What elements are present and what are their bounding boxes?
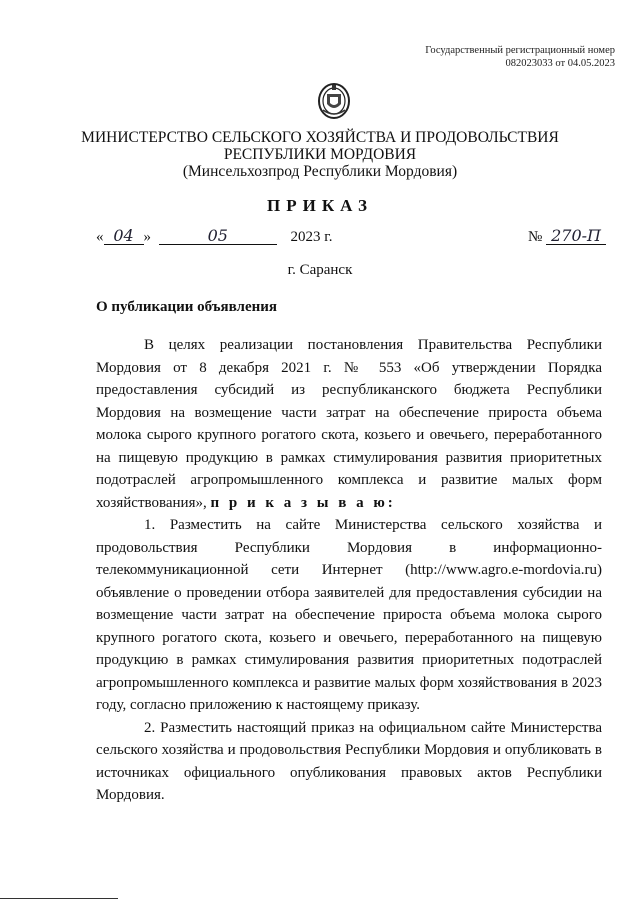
registration-line-1: Государственный регистрационный номер xyxy=(425,45,615,56)
date-line xyxy=(96,226,332,246)
coat-of-arms-icon xyxy=(317,82,351,120)
ministry-name-line-1: МИНИСТЕРСТВО СЕЛЬСКОГО ХОЗЯЙСТВА И ПРОДОВОЛЬСТВИЯ xyxy=(81,129,559,146)
registration-number xyxy=(380,44,615,70)
ministry-short-name: (Минсельхозпрод Республики Мордовия) xyxy=(182,163,458,180)
date-year: 2023 г. xyxy=(290,229,333,245)
date-close-quote: » xyxy=(143,229,151,245)
document-body xyxy=(96,334,602,807)
ministry-name-line-2: РЕСПУБЛИКИ МОРДОВИЯ xyxy=(223,146,417,163)
footnote-divider xyxy=(0,898,118,899)
order-number xyxy=(528,226,606,246)
preamble-paragraph xyxy=(96,334,602,514)
item-1-paragraph: 1. Разместить на сайте Министерства сельского хозяйства и продовольствия Республики Мордовия в информационно-телекоммуникационной сети Интернет (http://www.agro.e-mordovia.ru) объявление о проведении отбора заявителей для предоставления субсидии на возмещение части затрат на обеспечение прироста объема молока сырого крупного рогатого скота, козьего и овечьего, переработанного на пищевую продукцию в рамках стимулирования развития приоритетных подотраслей агропромышленного комплекса и развитие малых форм хозяйствования в 2023 году, согласно приложению к настоящему приказу. xyxy=(96,517,602,713)
subject-heading: О публикации объявления xyxy=(96,299,278,315)
city: г. Саранск xyxy=(287,262,353,278)
date-open-quote: « xyxy=(96,229,104,245)
order-number-value: 270-П xyxy=(546,226,606,245)
registration-line-2: 082023033 от 04.05.2023 xyxy=(505,58,615,69)
document-type: ПРИКАЗ xyxy=(267,196,373,215)
item-2-paragraph: 2. Разместить настоящий приказ на официальном сайте Министерства сельского хозяйства и продовольствия Республики Мордовия и опубликовать в источниках официального опубликования правовых актов Республики Мордовия. xyxy=(96,719,602,803)
date-day: 04 xyxy=(104,226,144,245)
order-word: п р и к а з ы в а ю: xyxy=(210,494,396,511)
preamble-text: В целях реализации постановления Правительства Республики Мордовия от 8 декабря 2021 г. № 553 «Об утверждении Порядка предоставления субсидий из республиканского бюджета Республики Мордовия на возмещение части затрат на обеспечение прироста объема молока сырого крупного рогатого скота, козьего и овечьего, переработанного на пищевую продукцию в рамках стимулирования развития приоритетных подотраслей агропромышленного комплекса и развитие малых форм хозяйствования», xyxy=(96,337,602,511)
order-number-prefix: № xyxy=(528,229,543,245)
date-month: 05 xyxy=(159,226,277,245)
